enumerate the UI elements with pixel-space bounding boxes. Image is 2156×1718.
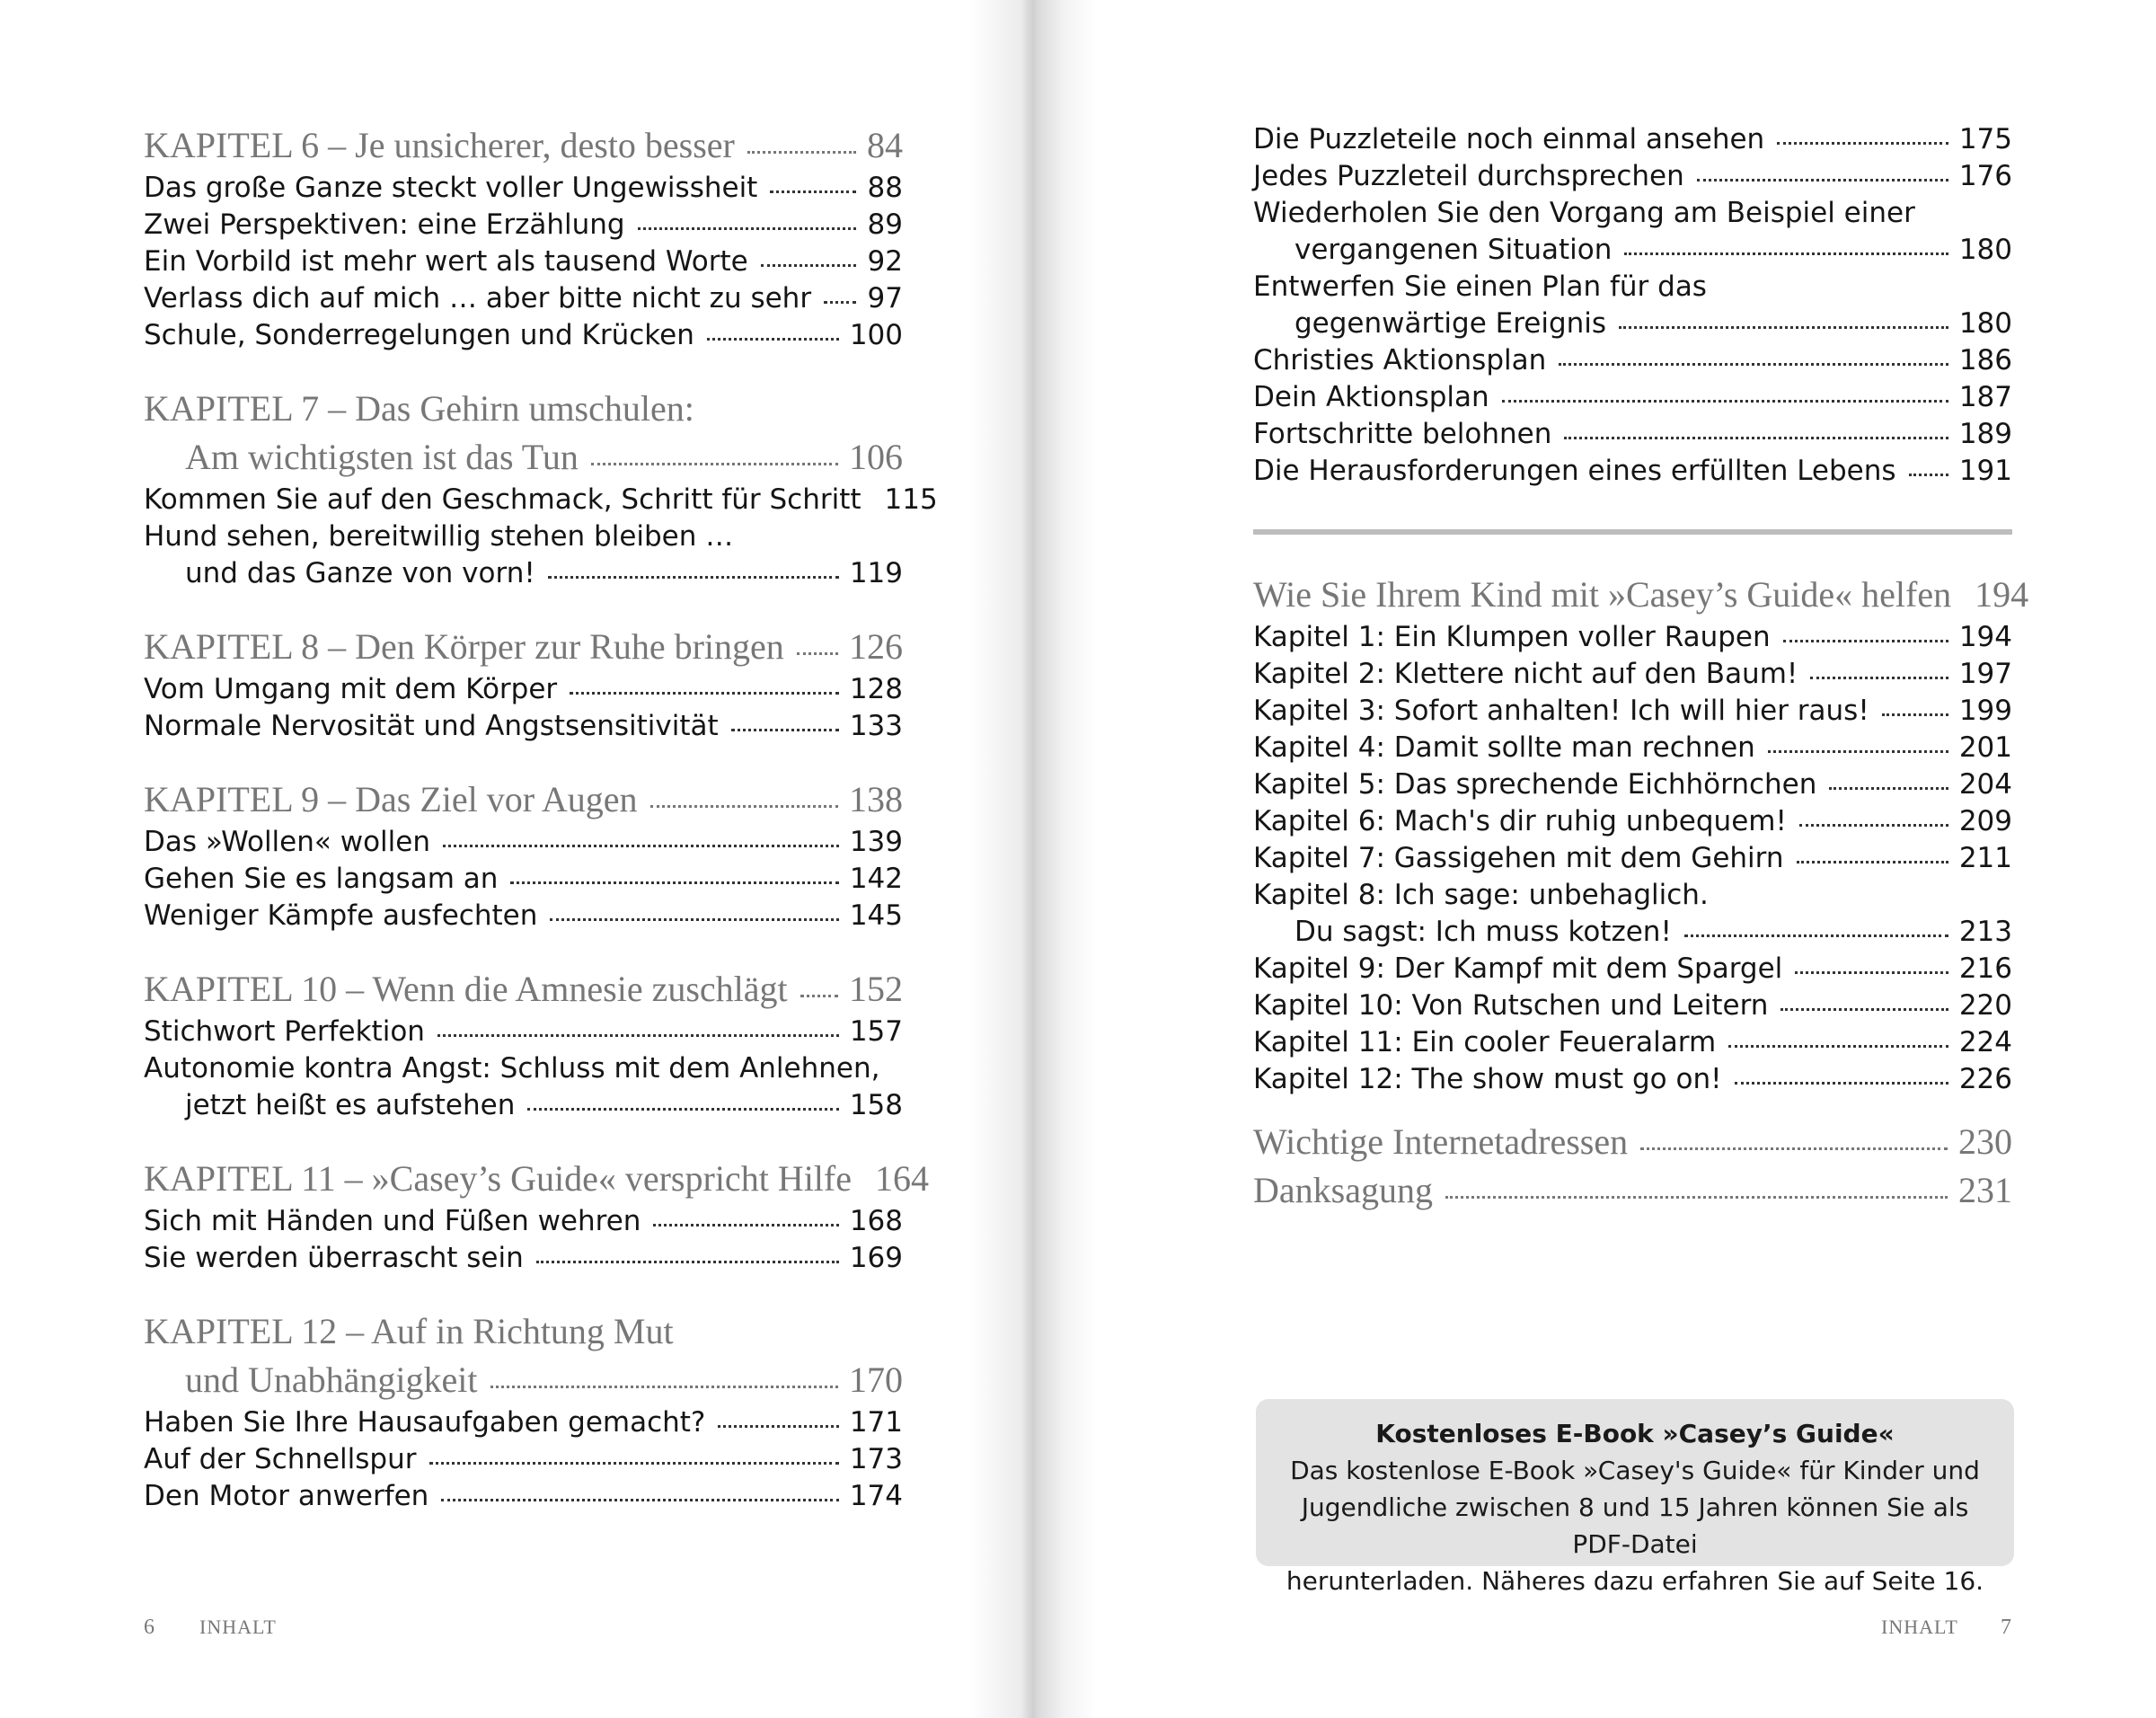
left-toc [144,121,938,1515]
toc-entry: Kapitel 7: Gassigehen mit dem Gehirn 211 [1253,842,2012,874]
ebook-title: Kostenloses E-Book »Casey’s Guide« [1375,1419,1895,1448]
toc-entry: Kapitel 4: Damit sollte man rechnen 201 [1253,731,2012,764]
toc-entry: Stichwort Perfektion 157 [144,1015,903,1048]
toc-entry: Auf der Schnellspur 173 [144,1443,903,1475]
toc-entry: vergangenen Situation 180 [1294,234,2012,266]
toc-entry: Hund sehen, bereitwillig stehen bleiben … [144,520,734,553]
toc-entry: Normale Nervosität und Angstsensitivität 133 [144,710,903,742]
toc-entry: Kapitel 9: Der Kampf mit dem Spargel 216 [1253,952,2012,985]
toc-entry: Kapitel 2: Klettere nicht auf den Baum! 197 [1253,658,2012,690]
chapter-heading-continued: Am wichtigsten ist das Tun 106 [185,437,903,477]
toc-entry: Haben Sie Ihre Hausaufgaben gemacht? 171 [144,1406,903,1439]
toc-entry: Entwerfen Sie einen Plan für das [1253,270,1707,303]
chapter-heading: KAPITEL 7 – Das Gehirn umschulen: [144,388,694,429]
toc-entry: Autonomie kontra Angst: Schluss mit dem Anlehnen, [144,1052,880,1085]
right-page-number: 7 [2001,1616,2012,1639]
toc-entry: Kapitel 3: Sofort anhalten! Ich will hier raus! 199 [1253,695,2012,727]
toc-entry: Kapitel 11: Ein cooler Feueralarm 224 [1253,1026,2012,1058]
book-gutter [970,0,1096,1718]
section-heading: Wie Sie Ihrem Kind mit »Casey’s Guide« helfen 194 [1253,574,2029,615]
toc-entry: Fortschritte belohnen 189 [1253,418,2012,450]
toc-entry: Schule, Sonderregelungen und Krücken 100 [144,319,903,351]
chapter-heading: KAPITEL 8 – Den Körper zur Ruhe bringen 126 [144,626,903,667]
chapter-heading: KAPITEL 9 – Das Ziel vor Augen 138 [144,779,903,819]
toc-entry: Verlass dich auf mich … aber bitte nicht zu sehr 97 [144,282,903,314]
section-divider [1253,529,2012,535]
toc-entry: Kapitel 12: The show must go on! 226 [1253,1063,2012,1095]
left-page-number: 6 [144,1616,155,1639]
toc-entry: Kommen Sie auf den Geschmack, Schritt für Schritt 115 [144,483,938,516]
chapter-heading: KAPITEL 6 – Je unsicherer, desto besser 84 [144,125,903,165]
toc-entry: Wiederholen Sie den Vorgang am Beispiel einer [1253,197,1915,229]
toc-entry: Kapitel 6: Mach's dir ruhig unbequem! 209 [1253,805,2012,837]
toc-entry: jetzt heißt es aufstehen 158 [185,1089,903,1121]
ebook-text-line: Jugendliche zwischen 8 und 15 Jahren können Sie als PDF-Datei [1301,1492,1969,1559]
section-heading: Danksagung 231 [1253,1170,2012,1210]
toc-entry: Kapitel 8: Ich sage: unbehaglich. [1253,879,1709,911]
toc-entry: Ein Vorbild ist mehr wert als tausend Worte 92 [144,245,903,278]
toc-entry: Christies Aktionsplan 186 [1253,344,2012,376]
toc-entry: Gehen Sie es langsam an 142 [144,863,903,895]
toc-entry: Weniger Kämpfe ausfechten 145 [144,899,903,932]
toc-entry: Vom Umgang mit dem Körper 128 [144,673,903,705]
toc-entry: Sie werden überrascht sein 169 [144,1242,903,1274]
toc-entry: Das große Ganze steckt voller Ungewissheit 88 [144,172,903,204]
right-toc [1253,121,2029,1215]
toc-entry: Dein Aktionsplan 187 [1253,381,2012,413]
toc-entry: und das Ganze von vorn! 119 [185,557,903,589]
toc-entry: Den Motor anwerfen 174 [144,1480,903,1512]
chapter-heading: KAPITEL 11 – »Casey’s Guide« verspricht Hilfe 164 [144,1158,929,1199]
ebook-info-box [1256,1399,2014,1596]
section-heading: Wichtige Internetadressen 230 [1253,1121,2012,1162]
left-running-footer: INHALT [199,1616,277,1638]
chapter-heading: KAPITEL 12 – Auf in Richtung Mut [144,1311,674,1351]
toc-entry: Die Herausforderungen eines erfüllten Lebens 191 [1253,455,2012,487]
toc-entry: Kapitel 10: Von Rutschen und Leitern 220 [1253,989,2012,1022]
chapter-heading: KAPITEL 10 – Wenn die Amnesie zuschlägt 152 [144,969,903,1009]
toc-entry: Kapitel 5: Das sprechende Eichhörnchen 204 [1253,768,2012,801]
toc-entry: Jedes Puzzleteil durchsprechen 176 [1253,160,2012,192]
ebook-text-line: Das kostenlose E-Book »Casey's Guide« für Kinder und [1290,1456,1980,1485]
toc-entry: Du sagst: Ich muss kotzen! 213 [1294,916,2012,948]
toc-entry: Zwei Perspektiven: eine Erzählung 89 [144,208,903,241]
toc-entry: Das »Wollen« wollen 139 [144,826,903,858]
right-running-footer: INHALT [1881,1616,1958,1638]
chapter-heading-continued: und Unabhängigkeit 170 [185,1359,903,1400]
ebook-text-line: herunterladen. Näheres dazu erfahren Sie auf Seite 16. [1286,1566,1984,1596]
toc-entry: Kapitel 1: Ein Klumpen voller Raupen 194 [1253,621,2012,653]
toc-entry: gegenwärtige Ereignis 180 [1294,307,2012,340]
toc-entry: Die Puzzleteile noch einmal ansehen 175 [1253,123,2012,155]
toc-entry: Sich mit Händen und Füßen wehren 168 [144,1205,903,1237]
